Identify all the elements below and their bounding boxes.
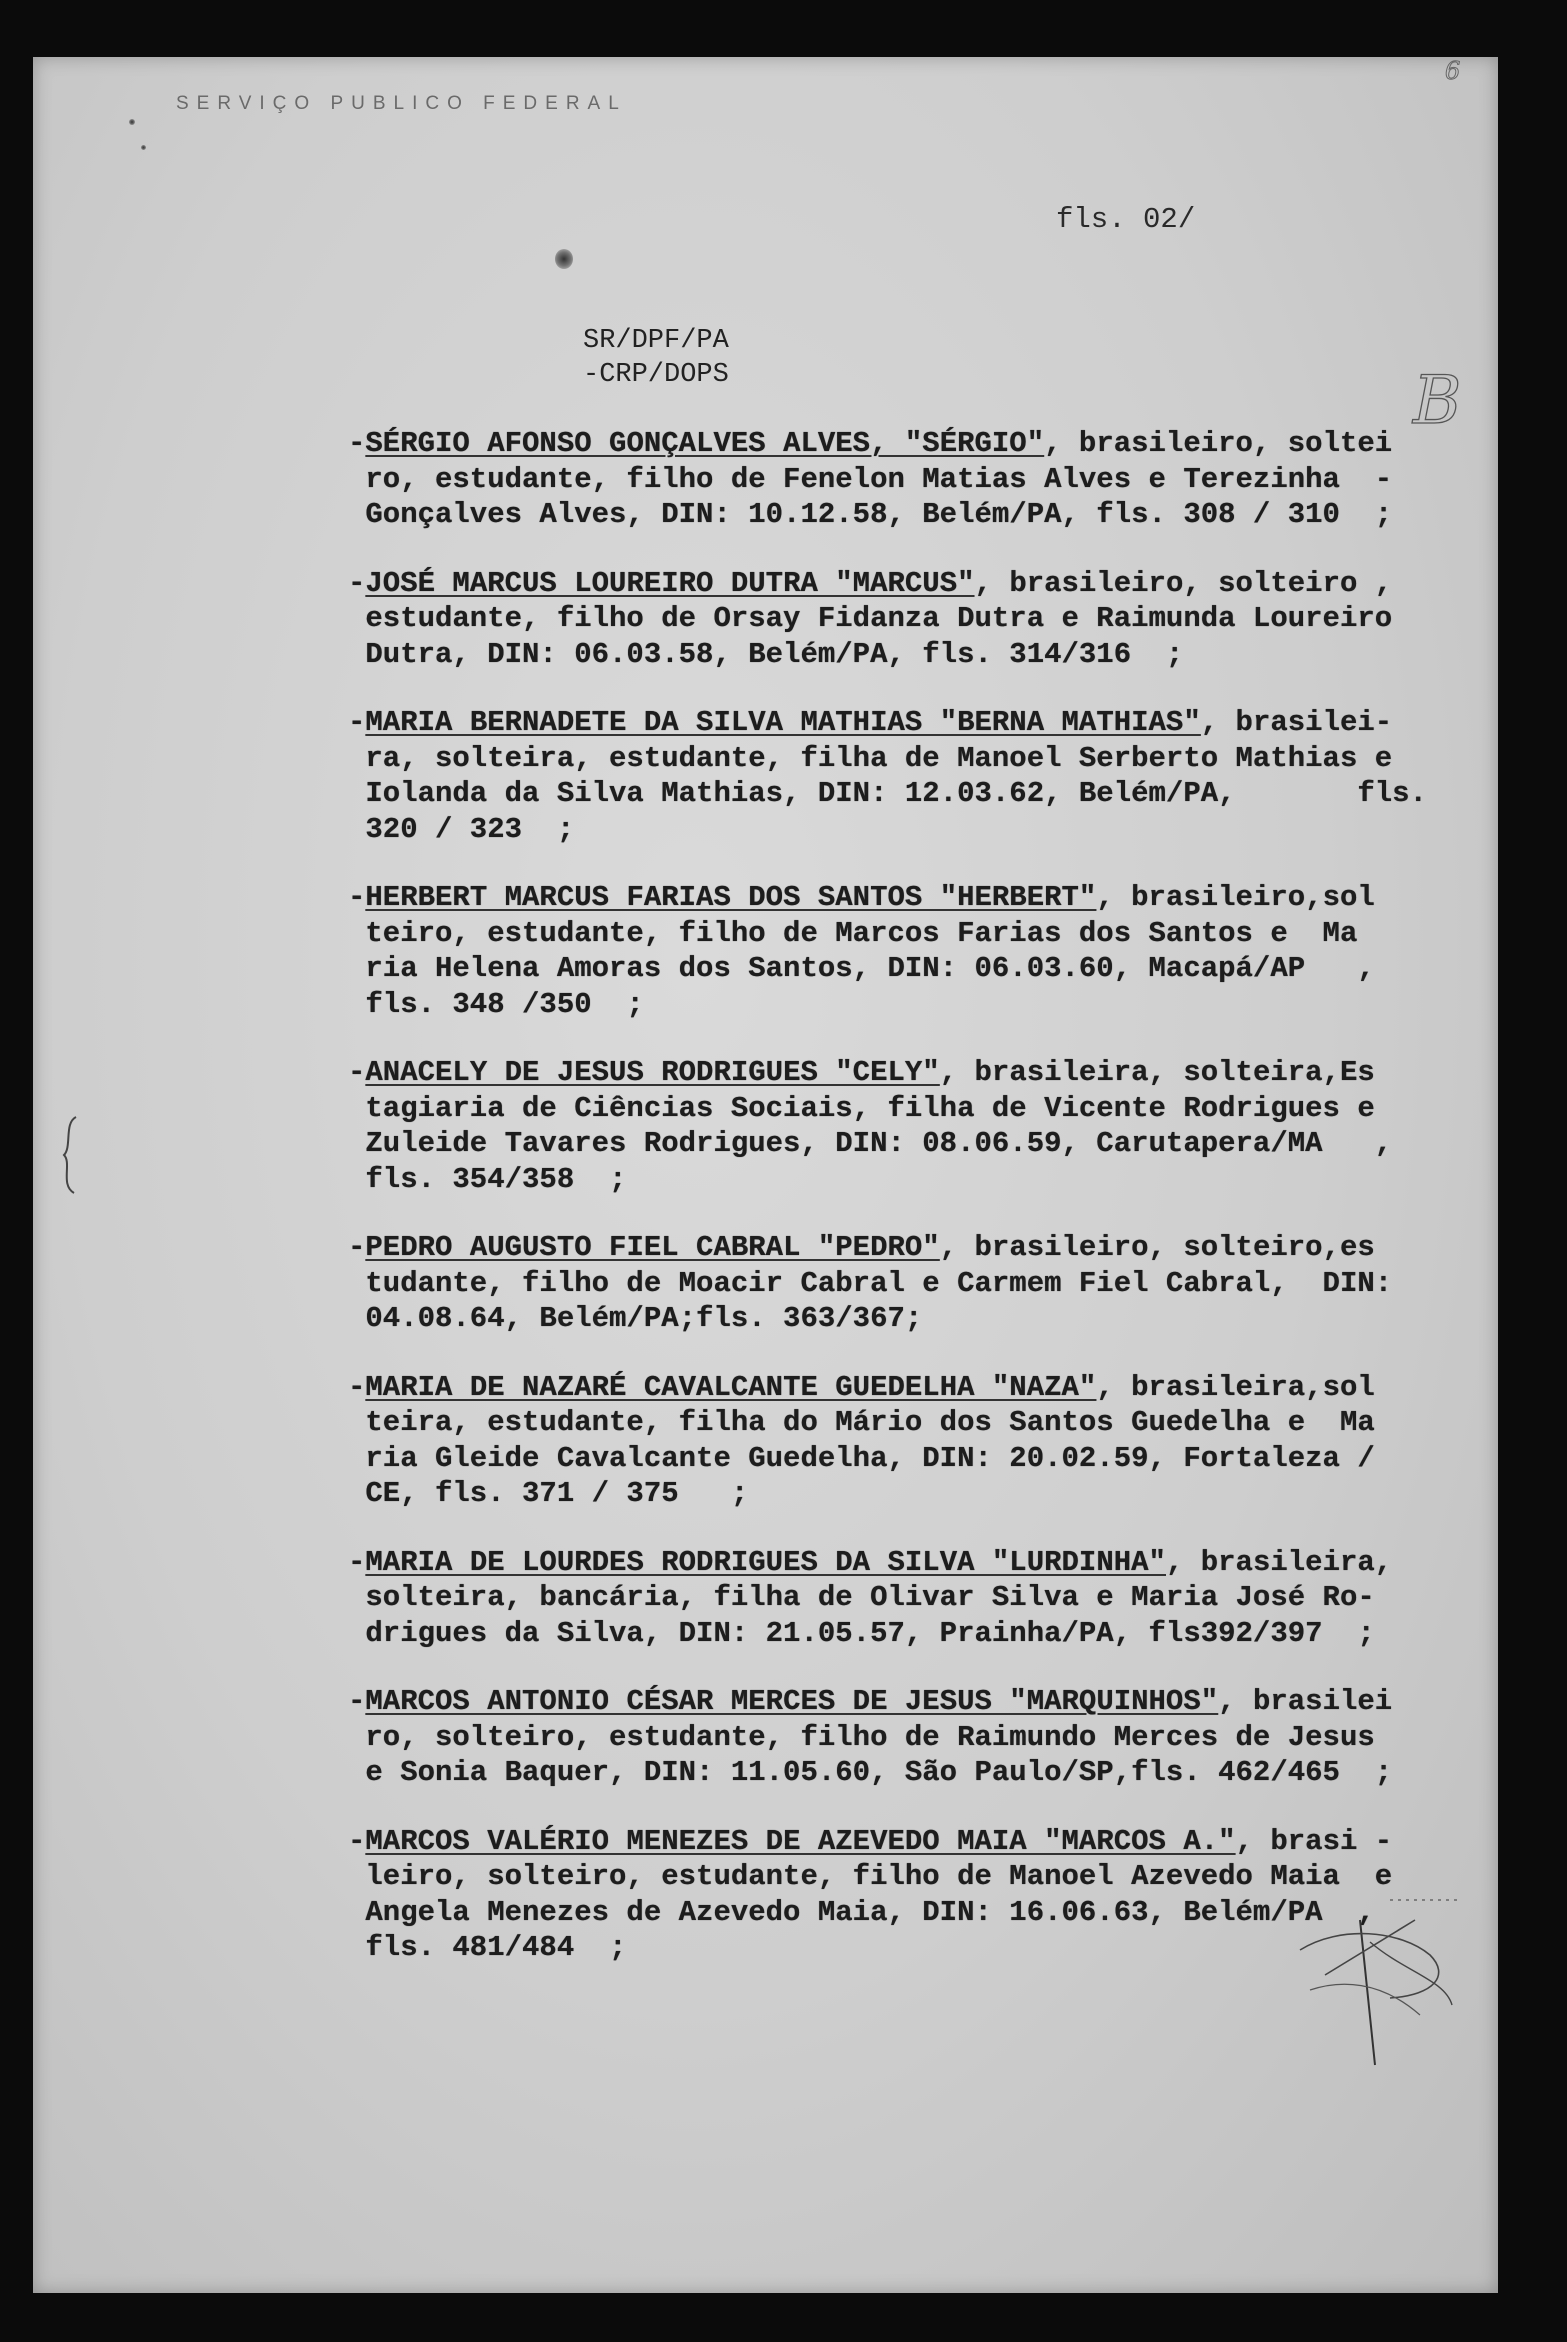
person-list: [348, 426, 1468, 1966]
person-name: ANACELY DE JESUS RODRIGUES "CELY": [365, 1056, 940, 1089]
person-name: MARIA DE LOURDES RODRIGUES DA SILVA "LURDINHA": [365, 1545, 1166, 1579]
issuing-unit: -CRP/DOPS: [583, 360, 729, 390]
entry-line: tagiaria de Ciências Sociais, filha de Vicente Rodrigues e: [365, 1091, 1375, 1125]
entry-line: 320 / 323 ;: [365, 812, 575, 846]
entry-line: e Sonia Baquer, DIN: 11.05.60, São Paulo/SP,fls. 462/465 ;: [365, 1756, 1393, 1789]
entry-line: ro, estudante, filho de Fenelon Matias Alves e Terezinha -: [365, 462, 1393, 496]
person-entry: [348, 705, 1468, 847]
entry-line: fls. 348 /350 ;: [365, 987, 644, 1021]
entry-dash: -: [348, 1824, 366, 1858]
handwritten-signature: [1270, 1880, 1470, 2070]
entry-text: , brasileira, solteira,Es: [939, 1056, 1375, 1089]
entry-line: ria Gleide Cavalcante Guedelha, DIN: 20.02.59, Fortaleza /: [365, 1441, 1375, 1475]
handwritten-letter-mark: B: [1413, 362, 1462, 439]
entry-line: ra, solteira, estudante, filha de Manoel Serberto Mathias e: [365, 741, 1393, 775]
person-name: MARIA BERNADETE DA SILVA MATHIAS "BERNA MATHIAS": [365, 706, 1201, 739]
person-entry: [348, 426, 1468, 533]
ink-speck: [141, 145, 146, 150]
entry-dash: -: [348, 1685, 366, 1718]
entry-dash: -: [348, 706, 366, 739]
entry-dash: -: [348, 1231, 366, 1264]
margin-bracket-mark: [52, 1113, 86, 1197]
entry-dash: -: [348, 1370, 366, 1404]
entry-first-line: [348, 705, 1468, 741]
entry-line: ro, solteiro, estudante, filho de Raimundo Merces de Jesus: [365, 1720, 1375, 1754]
entry-dash: -: [348, 881, 366, 914]
entry-line: solteira, bancária, filha de Olivar Silva e Maria José Ro-: [365, 1581, 1375, 1614]
ink-blot: [555, 249, 573, 269]
entry-line: ria Helena Amoras dos Santos, DIN: 06.03.60, Macapá/AP ,: [365, 952, 1375, 985]
entry-dash: -: [348, 427, 366, 460]
entry-text: , brasileiro, soltei: [1044, 427, 1393, 460]
ink-speck: [129, 119, 135, 125]
entry-text: , brasileira,sol: [1096, 1370, 1375, 1404]
entry-line: fls. 481/484 ;: [365, 1931, 627, 1964]
entry-first-line: [348, 1545, 1468, 1581]
entry-line: CE, fls. 371 / 375 ;: [365, 1477, 749, 1510]
entry-dash: -: [348, 566, 366, 600]
entry-text: , brasileiro, solteiro,es: [939, 1231, 1375, 1264]
entry-line: Angela Menezes de Azevedo Maia, DIN: 16.06.63, Belém/PA ,: [365, 1895, 1375, 1929]
entry-first-line: [348, 1230, 1468, 1266]
person-name: HERBERT MARCUS FARIAS DOS SANTOS "HERBERT": [365, 881, 1097, 914]
entry-first-line: [348, 1370, 1468, 1406]
entry-line: estudante, filho de Orsay Fidanza Dutra e Raimunda Loureiro: [365, 602, 1393, 635]
person-name: MARIA DE NAZARÉ CAVALCANTE GUEDELHA "NAZA": [365, 1370, 1097, 1404]
entry-first-line: [348, 1684, 1468, 1720]
entry-dash: -: [348, 1056, 366, 1089]
entry-first-line: [348, 426, 1468, 462]
person-entry: [348, 1370, 1468, 1512]
entry-line: leiro, solteiro, estudante, filho de Manoel Azevedo Maia e: [365, 1860, 1393, 1893]
person-entry: [348, 1055, 1468, 1197]
person-name: MARCOS VALÉRIO MENEZES DE AZEVEDO MAIA "MARCOS A.": [365, 1824, 1236, 1858]
person-name: MARCOS ANTONIO CÉSAR MERCES DE JESUS "MARQUINHOS": [365, 1685, 1219, 1718]
person-name: SÉRGIO AFONSO GONÇALVES ALVES, "SÉRGIO": [365, 427, 1045, 460]
entry-text: , brasilei: [1218, 1685, 1393, 1718]
person-entry: [348, 1545, 1468, 1652]
person-entry: [348, 880, 1468, 1022]
entry-first-line: [348, 1824, 1468, 1860]
entry-line: teiro, estudante, filho de Marcos Farias dos Santos e Ma: [365, 916, 1358, 950]
document-page: [33, 57, 1498, 2293]
person-entry: [348, 566, 1468, 673]
person-name: PEDRO AUGUSTO FIEL CABRAL "PEDRO": [365, 1231, 940, 1264]
entry-line: 04.08.64, Belém/PA;fls. 363/367;: [365, 1302, 923, 1335]
entry-text: , brasi -: [1235, 1824, 1393, 1858]
entry-first-line: [348, 880, 1468, 916]
entry-first-line: [348, 1055, 1468, 1091]
folio-number: fls. 02/: [1056, 203, 1196, 236]
handwritten-page-number: 6: [1445, 57, 1461, 85]
entry-line: Zuleide Tavares Rodrigues, DIN: 08.06.59, Carutapera/MA ,: [365, 1127, 1393, 1160]
entry-line: drigues da Silva, DIN: 21.05.57, Prainha/PA, fls392/397 ;: [365, 1616, 1375, 1650]
entry-text: , brasileiro,sol: [1096, 881, 1375, 914]
entry-text: , brasileiro, solteiro ,: [974, 566, 1393, 600]
entry-line: fls. 354/358 ;: [365, 1162, 627, 1196]
entry-text: , brasilei-: [1200, 706, 1393, 739]
entry-line: Dutra, DIN: 06.03.58, Belém/PA, fls. 314/316 ;: [365, 637, 1184, 671]
entry-dash: -: [348, 1545, 366, 1579]
entry-first-line: [348, 566, 1468, 602]
entry-line: Iolanda da Silva Mathias, DIN: 12.03.62, Belém/PA, fls.: [365, 777, 1427, 810]
entry-line: Gonçalves Alves, DIN: 10.12.58, Belém/PA, fls. 308 / 310 ;: [365, 498, 1393, 531]
person-entry: [348, 1684, 1468, 1791]
agency-letterhead: SERVIÇO PUBLICO FEDERAL: [176, 93, 627, 114]
entry-line: teira, estudante, filha do Mário dos Santos Guedelha e Ma: [365, 1406, 1375, 1439]
entry-line: tudante, filho de Moacir Cabral e Carmem Fiel Cabral, DIN:: [365, 1266, 1393, 1300]
person-name: JOSÉ MARCUS LOUREIRO DUTRA "MARCUS": [365, 566, 975, 600]
entry-text: , brasileira,: [1165, 1545, 1393, 1579]
person-entry: [348, 1230, 1468, 1337]
origin-office: SR/DPF/PA: [583, 326, 729, 356]
